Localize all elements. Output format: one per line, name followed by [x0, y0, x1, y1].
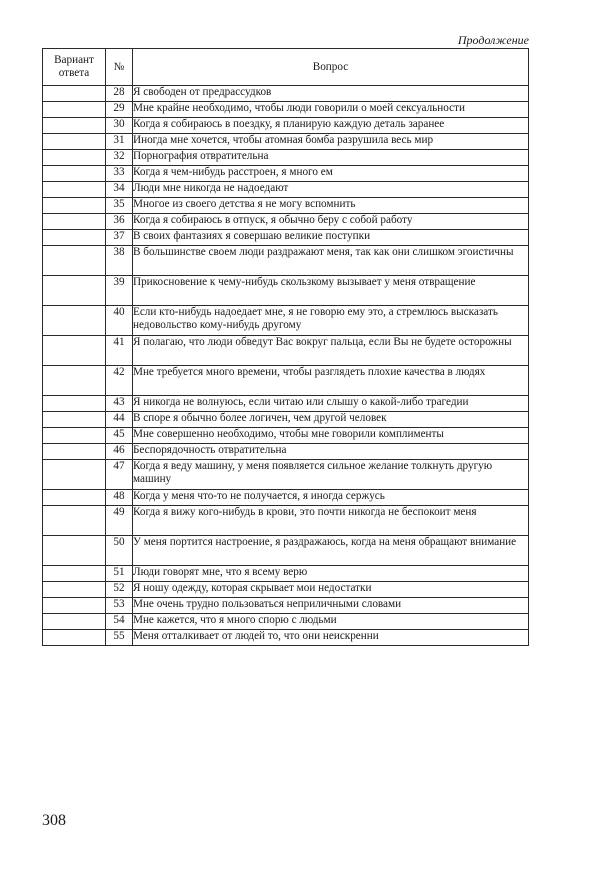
question-number: 40	[106, 306, 133, 336]
question-number: 53	[106, 598, 133, 614]
question-text: Мне совершенно необходимо, чтобы мне говорили комплименты	[133, 428, 529, 444]
answer-cell[interactable]	[43, 366, 106, 396]
answer-cell[interactable]	[43, 276, 106, 306]
table-row	[43, 86, 529, 102]
answer-cell[interactable]	[43, 428, 106, 444]
answer-cell[interactable]	[43, 566, 106, 582]
question-number: 34	[106, 182, 133, 198]
question-text: Когда я веду машину, у меня появляется сильное желание толкнуть другую машину	[133, 460, 529, 490]
question-number: 54	[106, 614, 133, 630]
question-number: 52	[106, 582, 133, 598]
answer-cell[interactable]	[43, 230, 106, 246]
answer-cell[interactable]	[43, 134, 106, 150]
table-row	[43, 536, 529, 566]
question-number: 36	[106, 214, 133, 230]
answer-cell[interactable]	[43, 506, 106, 536]
table-row	[43, 428, 529, 444]
answer-cell[interactable]	[43, 598, 106, 614]
answer-cell[interactable]	[43, 582, 106, 598]
column-header-answer: Вариант ответа	[43, 49, 106, 86]
table-row	[43, 630, 529, 646]
answer-cell[interactable]	[43, 460, 106, 490]
answer-cell[interactable]	[43, 536, 106, 566]
answer-cell[interactable]	[43, 182, 106, 198]
question-text: В большинстве своем люди раздражают меня, так как они слишком эгоистичны	[133, 246, 529, 276]
table-row	[43, 366, 529, 396]
answer-cell[interactable]	[43, 246, 106, 276]
question-text: В споре я обычно более логичен, чем другой человек	[133, 412, 529, 428]
question-number: 41	[106, 336, 133, 366]
question-text: Я никогда не волнуюсь, если читаю или слышу о какой-либо трагедии	[133, 396, 529, 412]
question-number: 50	[106, 536, 133, 566]
question-text: Когда у меня что-то не получается, я иногда сержусь	[133, 490, 529, 506]
answer-cell[interactable]	[43, 166, 106, 182]
question-number: 29	[106, 102, 133, 118]
question-text: Я свободен от предрассудков	[133, 86, 529, 102]
table-row	[43, 182, 529, 198]
table-row	[43, 460, 529, 490]
answer-cell[interactable]	[43, 86, 106, 102]
question-number: 46	[106, 444, 133, 460]
question-number: 32	[106, 150, 133, 166]
question-text: Мне кажется, что я много спорю с людьми	[133, 614, 529, 630]
question-text: Когда я чем-нибудь расстроен, я много ем	[133, 166, 529, 182]
question-text: Когда я вижу кого-нибудь в крови, это почти никогда не беспокоит меня	[133, 506, 529, 536]
question-number: 42	[106, 366, 133, 396]
table-row	[43, 396, 529, 412]
question-number: 47	[106, 460, 133, 490]
question-number: 31	[106, 134, 133, 150]
answer-cell[interactable]	[43, 118, 106, 134]
question-text: Когда я собираюсь в отпуск, я обычно беру с собой работу	[133, 214, 529, 230]
question-text: Мне требуется много времени, чтобы разглядеть плохие качества в людях	[133, 366, 529, 396]
question-number: 37	[106, 230, 133, 246]
table-row	[43, 246, 529, 276]
table-row	[43, 198, 529, 214]
table-row	[43, 118, 529, 134]
question-text: Беспорядочность отвратительна	[133, 444, 529, 460]
table-row	[43, 598, 529, 614]
column-header-question: Вопрос	[133, 49, 529, 86]
question-text: В своих фантазиях я совершаю великие поступки	[133, 230, 529, 246]
answer-cell[interactable]	[43, 198, 106, 214]
question-text: Когда я собираюсь в поездку, я планирую каждую деталь заранее	[133, 118, 529, 134]
table-row	[43, 506, 529, 536]
column-header-number: №	[106, 49, 133, 86]
questionnaire-table	[42, 48, 529, 646]
question-text: Я ношу одежду, которая скрывает мои недостатки	[133, 582, 529, 598]
answer-cell[interactable]	[43, 396, 106, 412]
answer-cell[interactable]	[43, 336, 106, 366]
question-text: Я полагаю, что люди обведут Вас вокруг пальца, если Вы не будете осторожны	[133, 336, 529, 366]
table-row	[43, 566, 529, 582]
question-number: 30	[106, 118, 133, 134]
table-row	[43, 134, 529, 150]
question-text: Прикосновение к чему-нибудь скользкому вызывает у меня отвращение	[133, 276, 529, 306]
answer-cell[interactable]	[43, 306, 106, 336]
question-text: Если кто-нибудь надоедает мне, я не говорю ему это, а стремлюсь высказать недовольство кому-нибудь другому	[133, 306, 529, 336]
question-number: 55	[106, 630, 133, 646]
table-row	[43, 490, 529, 506]
table-row	[43, 412, 529, 428]
answer-cell[interactable]	[43, 614, 106, 630]
answer-cell[interactable]	[43, 490, 106, 506]
question-text: Люди говорят мне, что я всему верю	[133, 566, 529, 582]
continuation-label: Продолжение	[457, 33, 529, 47]
table-row	[43, 276, 529, 306]
question-number: 43	[106, 396, 133, 412]
table-row	[43, 614, 529, 630]
table-row	[43, 214, 529, 230]
answer-cell[interactable]	[43, 412, 106, 428]
question-number: 44	[106, 412, 133, 428]
table-row	[43, 444, 529, 460]
question-number: 49	[106, 506, 133, 536]
question-number: 48	[106, 490, 133, 506]
question-number: 38	[106, 246, 133, 276]
answer-cell[interactable]	[43, 102, 106, 118]
question-number: 33	[106, 166, 133, 182]
table-row	[43, 230, 529, 246]
question-number: 51	[106, 566, 133, 582]
table-row	[43, 336, 529, 366]
question-text: Мне крайне необходимо, чтобы люди говорили о моей сексуальности	[133, 102, 529, 118]
answer-cell[interactable]	[43, 444, 106, 460]
question-text: Люди мне никогда не надоедают	[133, 182, 529, 198]
answer-cell[interactable]	[43, 150, 106, 166]
question-number: 39	[106, 276, 133, 306]
table-row	[43, 102, 529, 118]
answer-cell[interactable]	[43, 630, 106, 646]
question-text: Многое из своего детства я не могу вспомнить	[133, 198, 529, 214]
question-number: 45	[106, 428, 133, 444]
question-text: У меня портится настроение, я раздражаюсь, когда на меня обращают внимание	[133, 536, 529, 566]
question-text: Меня отталкивает от людей то, что они неискренни	[133, 630, 529, 646]
table-header-row	[43, 49, 529, 86]
table-row	[43, 150, 529, 166]
table-row	[43, 166, 529, 182]
question-text: Порнография отвратительна	[133, 150, 529, 166]
question-number: 28	[106, 86, 133, 102]
question-text: Мне очень трудно пользоваться неприличными словами	[133, 598, 529, 614]
question-number: 35	[106, 198, 133, 214]
question-text: Иногда мне хочется, чтобы атомная бомба разрушила весь мир	[133, 134, 529, 150]
answer-cell[interactable]	[43, 214, 106, 230]
page-number: 308	[42, 812, 66, 829]
table-row	[43, 582, 529, 598]
table-row	[43, 306, 529, 336]
